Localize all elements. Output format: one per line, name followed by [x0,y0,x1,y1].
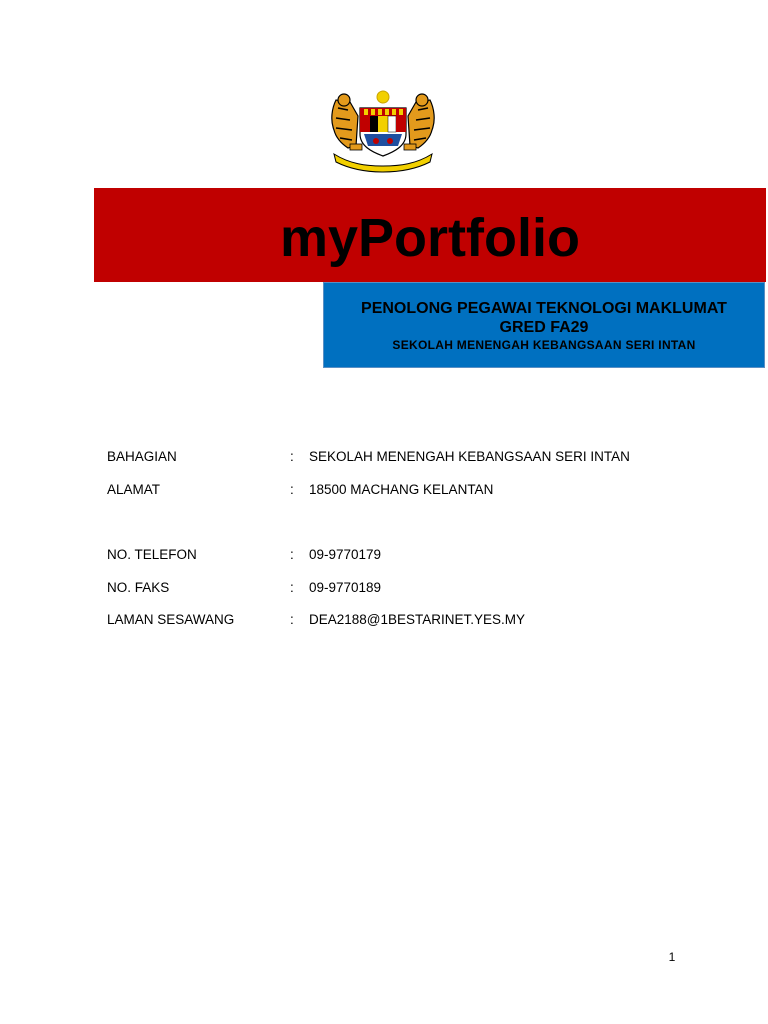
info-label: BAHAGIAN [107,449,177,464]
info-value: SEKOLAH MENENGAH KEBANGSAAN SERI INTAN [309,449,630,464]
position-box [323,282,765,368]
info-row-bahagian [107,449,747,467]
info-colon: : [290,449,294,464]
info-label: ALAMAT [107,482,161,497]
banner-title: myPortfolio [279,208,580,268]
info-row-laman-sesawang [107,612,747,630]
info-colon: : [290,612,294,627]
info-row-telefon [107,547,747,565]
info-colon: : [290,547,294,562]
title-banner [94,188,766,282]
position-title-line1: PENOLONG PEGAWAI TEKNOLOGI MAKLUMAT [361,300,727,317]
info-label: NO. FAKS [107,580,170,595]
info-colon: : [290,482,294,497]
school-name: SEKOLAH MENENGAH KEBANGSAAN SERI INTAN [392,338,696,352]
info-label: NO. TELEFON [107,547,197,562]
info-value: 18500 MACHANG KELANTAN [309,482,494,497]
info-value: 09-9770189 [309,580,382,595]
info-value: DEA2188@1BESTARINET.YES.MY [309,612,526,627]
info-value: 09-9770179 [309,547,382,562]
info-row-faks [107,580,747,598]
info-row-alamat [107,482,747,500]
position-title-line2: GRED FA29 [499,319,589,336]
page-number: 1 [668,950,676,964]
info-label: LAMAN SESAWANG [107,612,235,627]
info-colon: : [290,580,294,595]
coat-of-arms-logo [326,86,440,174]
